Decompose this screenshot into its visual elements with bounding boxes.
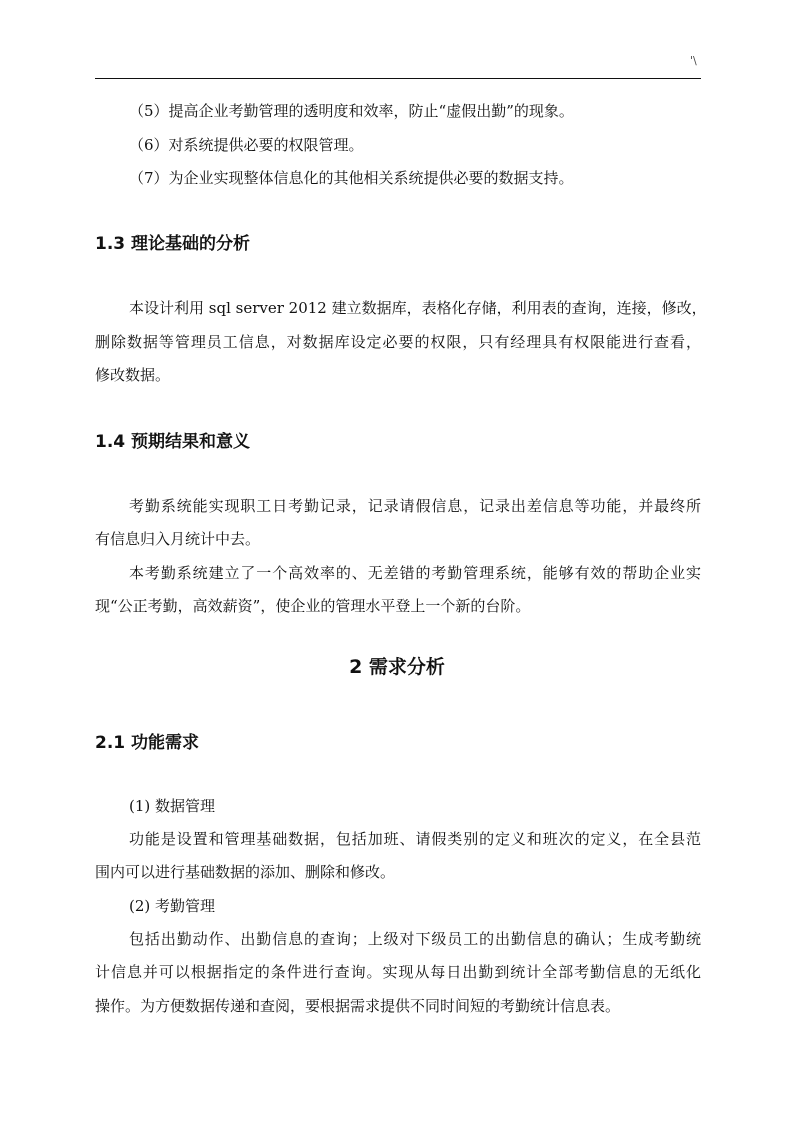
header-mark: '\ [690, 54, 697, 67]
paragraph-line: 功能是设置和管理基础数据，包括加班、请假类别的定义和班次的定义，在全县范 [129, 830, 701, 848]
paragraph-line: 本考勤系统建立了一个高效率的、无差错的考勤管理系统，能够有效的帮助企业实 [129, 564, 701, 582]
paragraph-line: 本设计利用 sql server 2012 建立数据库，表格化存储，利用表的查询，连接，修改， [129, 299, 707, 317]
paragraph-line: 有信息归入月统计中去。 [95, 530, 261, 548]
paragraph-line: 围内可以进行基础数据的添加、删除和修改。 [95, 863, 396, 881]
list-item: （7）为企业实现整体信息化的其他相关系统提供必要的数据支持。 [129, 169, 574, 187]
paragraph-line: 删除数据等管理员工信息，对数据库设定必要的权限，只有经理具有权限能进行查看， [95, 333, 701, 351]
list-item: （5）提高企业考勤管理的透明度和效率，防止“虚假出勤”的现象。 [129, 102, 574, 120]
paragraph-line: 操作。为方便数据传递和查阅，要根据需求提供不同时间短的考勤统计信息表。 [95, 997, 621, 1015]
list-item: (1) 数据管理 [129, 797, 216, 815]
header-rule [95, 78, 701, 79]
section-heading-1-3: 1.3 理论基础的分析 [95, 234, 251, 254]
section-heading-1-4: 1.4 预期结果和意义 [95, 432, 251, 452]
paragraph-line: 考勤系统能实现职工日考勤记录，记录请假信息，记录出差信息等功能，并最终所 [129, 497, 701, 515]
chapter-title: 2 需求分析 [349, 656, 445, 678]
list-item: (2) 考勤管理 [129, 897, 216, 915]
section-heading-2-1: 2.1 功能需求 [95, 733, 200, 753]
paragraph-line: 包括出勤动作、出勤信息的查询；上级对下级员工的出勤信息的确认；生成考勤统 [129, 930, 701, 948]
paragraph-line: 修改数据。 [95, 366, 171, 384]
list-item: （6）对系统提供必要的权限管理。 [129, 136, 364, 154]
paragraph-line: 现“公正考勤，高效薪资”，使企业的管理水平登上一个新的台阶。 [95, 597, 531, 615]
paragraph-line: 计信息并可以根据指定的条件进行查询。实现从每日出勤到统计全部考勤信息的无纸化 [95, 963, 701, 981]
